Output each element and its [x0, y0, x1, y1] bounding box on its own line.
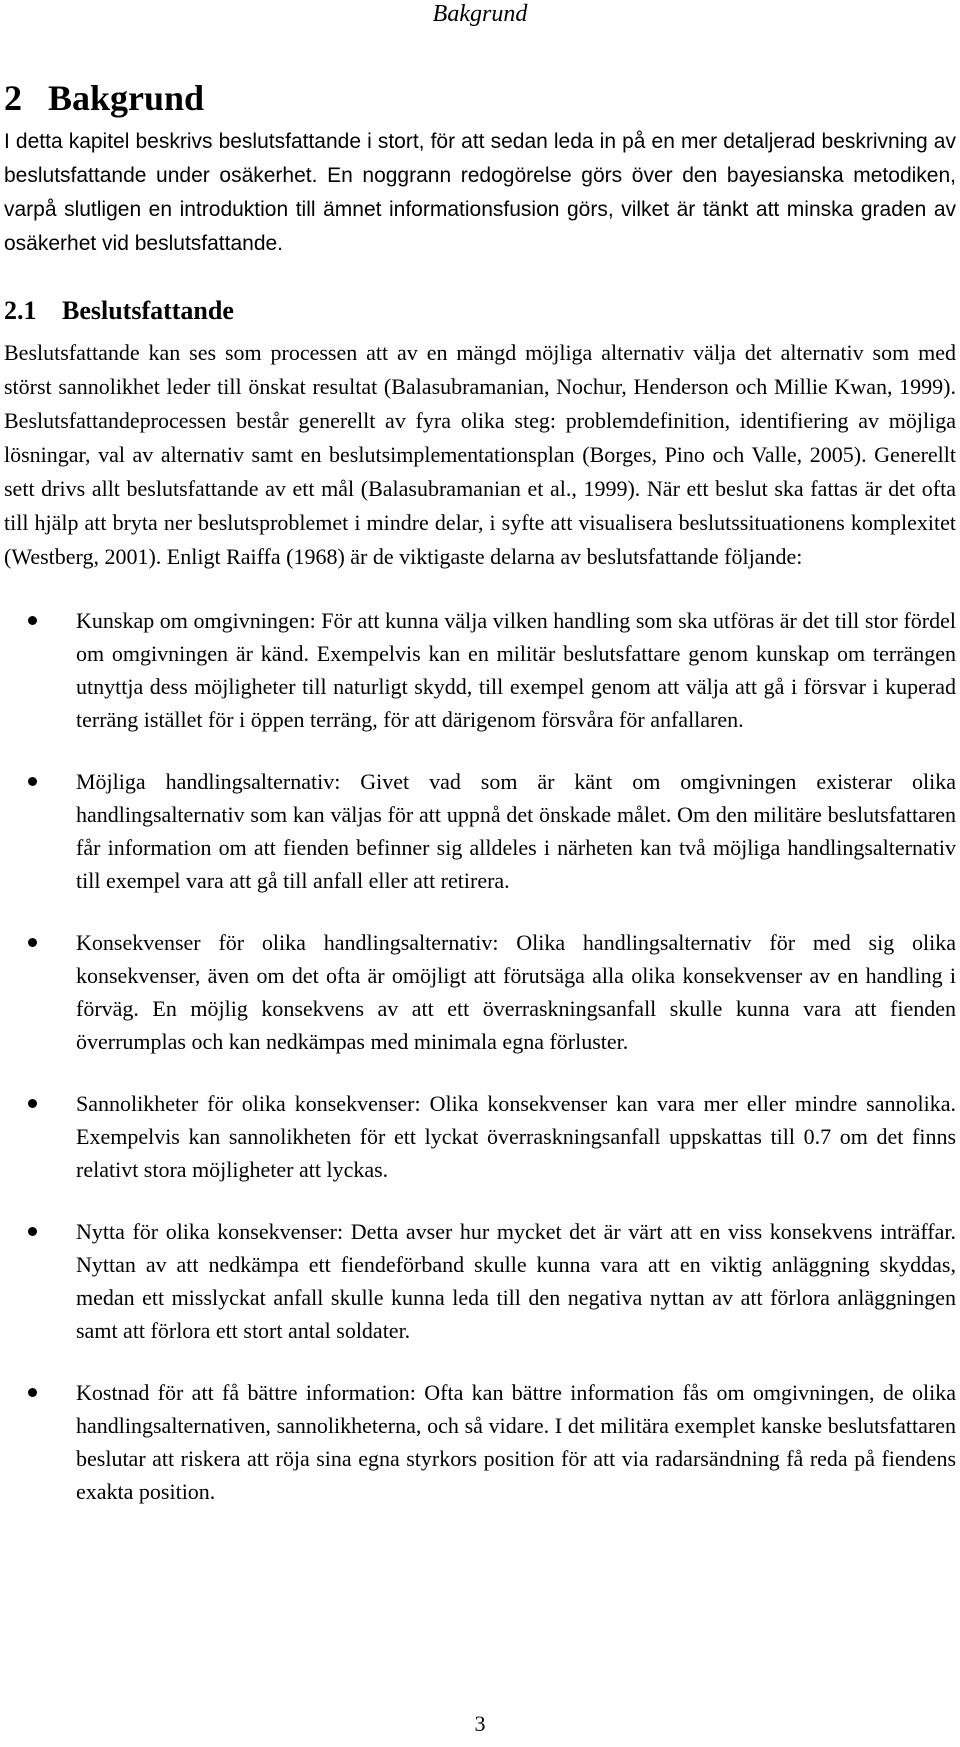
bullet-icon [28, 616, 37, 625]
bullet-text: Möjliga handlingsalternativ: Givet vad som är känt om omgivningen existerar olika handlingsalternativ som kan väljas för att uppnå det önskade målet. Om den militäre beslutsfattaren får information om att fienden befinner sig alldeles i närheten kan två möjliga handlingsalternativ till exempel vara att gå till anfall eller att retirera. [76, 769, 956, 893]
bullet-text: Nytta för olika konsekvenser: Detta avser hur mycket det är värt att en viss konsekvens inträffar. Nyttan av att nedkämpa ett fiendeförband skulle kunna vara att en viktig anläggning skyddas, medan ett misslyckat anfall skulle kunna leda till den negativa nyttan av att förlora anläggningen samt att förlora ett stort antal soldater. [76, 1219, 956, 1343]
running-header: Bakgrund [432, 1, 528, 27]
page-number: 3 [474, 1711, 486, 1736]
bullet-icon [28, 1388, 37, 1397]
chapter-title: Bakgrund [48, 78, 205, 118]
bullet-item-information-cost [0, 1376, 960, 1508]
bullet-icon [28, 1227, 37, 1236]
bullet-text: Konsekvenser för olika handlingsalternativ: Olika handlingsalternativ för med sig olika konsekvenser, även om det ofta är omöjligt att förutsäga alla olika konsekvenser av en handling i förväg. En möjlig konsekvens av att ett överraskningsanfall skulle kunna vara att fienden överrumplas och kan nedkämpas med minimala egna förluster. [76, 930, 956, 1054]
bullet-item-consequences [0, 926, 960, 1058]
section-number: 2.1 [4, 296, 37, 325]
intro-paragraph: I detta kapitel beskrivs beslutsfattande i stort, för att sedan leda in på en mer detaljerad beskrivning av beslutsfattande under osäkerhet. En noggrann redogörelse görs över den bayesianska metodiken, varpå slutligen en introduktion till ämnet informationsfusion görs, vilket är tänkt att minska graden av osäkerhet vid beslutsfattande. [4, 130, 956, 255]
bullet-item-utility [0, 1215, 960, 1347]
chapter-heading [4, 78, 204, 118]
bullet-item-knowledge [0, 604, 960, 736]
bullet-item-probabilities [0, 1087, 960, 1186]
bullet-text: Kostnad för att få bättre information: Ofta kan bättre information fås om omgivningen, de olika handlingsalternativen, sannolikheterna, och så vidare. I det militära exemplet kanske beslutsfattaren beslutar att riskera att röja sina egna styrkors position för att via radarsändning få reda på fiendens exakta position. [76, 1380, 956, 1504]
bullet-list [0, 604, 960, 1537]
bullet-icon [28, 1099, 37, 1108]
bullet-item-alternatives [0, 765, 960, 897]
section-paragraph: Beslutsfattande kan ses som processen att av en mängd möjliga alternativ välja det alternativ som med störst sannolikhet leder till önskat resultat (Balasubramanian, Nochur, Henderson och Millie Kwan, 1999). Beslutsfattandeprocessen består generellt av fyra olika steg: problemdefinition, identifiering av möjliga lösningar, val av alternativ samt en beslutsimplementationsplan (Borges, Pino och Valle, 2005). Generellt sett drivs allt beslutsfattande av ett mål (Balasubramanian et al., 1999). När ett beslut ska fattas är det ofta till hjälp att bryta ner beslutsproblemet i mindre delar, i syfte att visualisera beslutssituationens komplexitet (Westberg, 2001). Enligt Raiffa (1968) är de viktigaste delarna av beslutsfattande följande: [4, 340, 956, 569]
section-title: Beslutsfattande [62, 296, 234, 325]
bullet-icon [28, 938, 37, 947]
section-heading [4, 294, 234, 328]
bullet-icon [28, 777, 37, 786]
bullet-text: Sannolikheter för olika konsekvenser: Olika konsekvenser kan vara mer eller mindre sannolika. Exempelvis kan sannolikheten för ett lyckat överraskningsanfall uppskattas till 0.7 om det finns relativt stora möjligheter att lyckas. [76, 1091, 956, 1182]
chapter-number: 2 [4, 78, 22, 118]
bullet-text: Kunskap om omgivningen: För att kunna välja vilken handling som ska utföras är det till stor fördel om omgivningen är känd. Exempelvis kan en militär beslutsfattare genom kunskap om terrängen utnyttja dess möjligheter till naturligt skydd, till exempel genom att välja att gå i försvar i kuperad terräng istället för i öppen terräng, för att därigenom försvåra för anfallaren. [76, 608, 956, 732]
